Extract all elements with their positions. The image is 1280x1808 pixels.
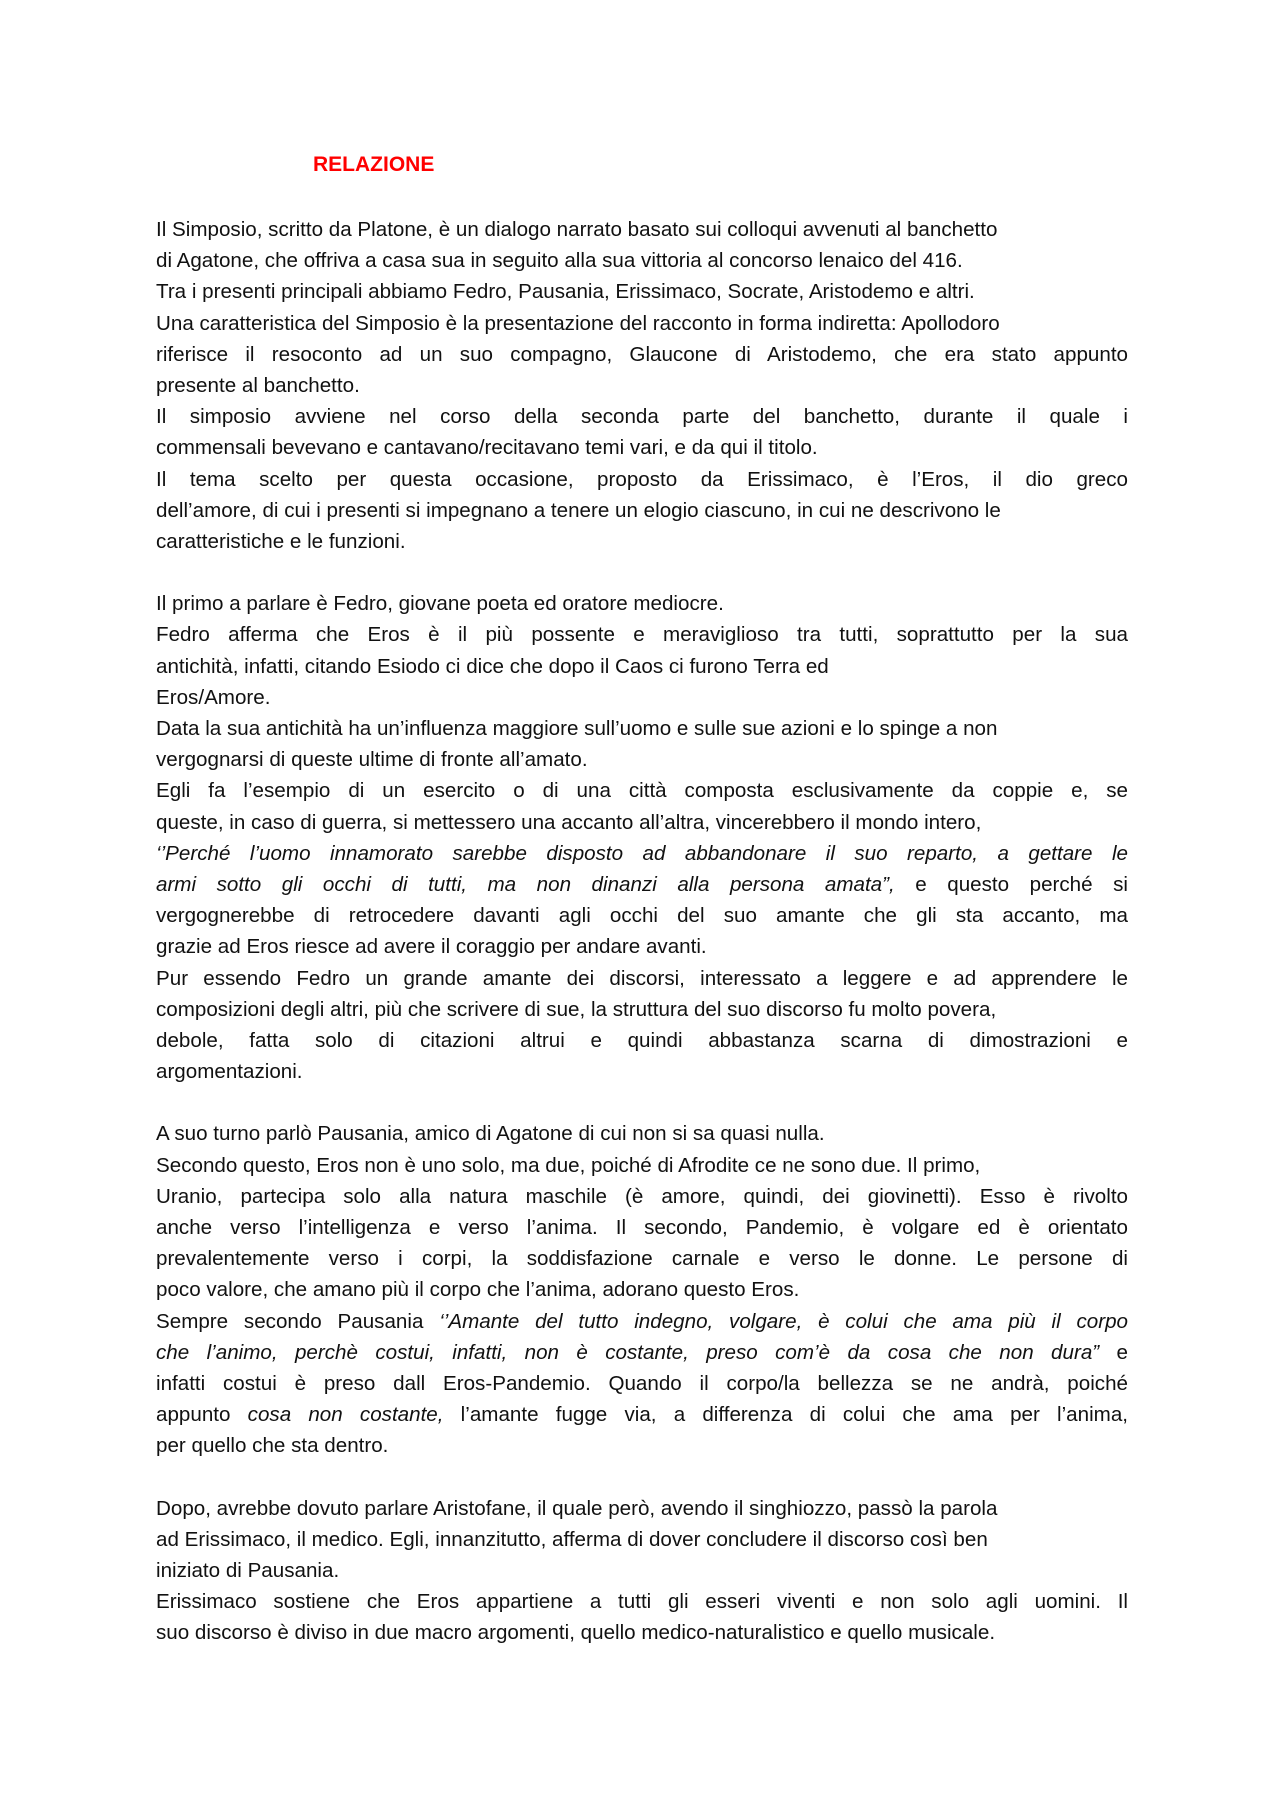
text-line: grazie ad Eros riesce ad avere il coraggio per andare avanti. bbox=[156, 935, 707, 959]
text-line: Fedro afferma che Eros è il più possente e meraviglioso tra tutti, soprattutto per la sua bbox=[156, 623, 1128, 647]
text-line: riferisce il resoconto ad un suo compagno, Glaucone di Aristodemo, che era stato appunto bbox=[156, 342, 1128, 366]
text-line: poco valore, che amano più il corpo che l’anima, adorano questo Eros. bbox=[156, 1278, 800, 1302]
paragraph-gap bbox=[156, 1087, 1128, 1118]
quote-line: ‘’Perché l’uomo innamorato sarebbe disposto ad abbandonare il suo reparto, a gettare le bbox=[156, 841, 1128, 865]
text-line: argomentazioni. bbox=[156, 1060, 303, 1084]
text-line: A suo turno parlò Pausania, amico di Agatone di cui non si sa quasi nulla. bbox=[156, 1122, 825, 1146]
page-title: RELAZIONE bbox=[313, 153, 435, 176]
text-line: antichità, infatti, citando Esiodo ci dice che dopo il Caos ci furono Terra ed bbox=[156, 654, 829, 678]
text-line: debole, fatta solo di citazioni altrui e quindi abbastanza scarna di dimostrazioni e bbox=[156, 1028, 1128, 1052]
quote-line bbox=[156, 1399, 1128, 1430]
text-span: Sempre secondo Pausania bbox=[156, 1309, 440, 1333]
text-line: presente al banchetto. bbox=[156, 373, 360, 397]
quote-text: cosa non costante, bbox=[247, 1403, 444, 1427]
text-line: dell’amore, di cui i presenti si impegnano a tenere un elogio ciascuno, in cui ne descrivono le bbox=[156, 498, 1001, 522]
quote-line bbox=[156, 1306, 1128, 1337]
text-line: per quello che sta dentro. bbox=[156, 1434, 389, 1458]
text-line: prevalentemente verso i corpi, la soddisfazione carnale e verso le donne. Le persone di bbox=[156, 1247, 1128, 1271]
text-line: Dopo, avrebbe dovuto parlare Aristofane, il quale però, avendo il singhiozzo, passò la parola bbox=[156, 1496, 998, 1520]
quote-line bbox=[156, 1337, 1128, 1368]
text-line: Il primo a parlare è Fedro, giovane poeta ed oratore mediocre. bbox=[156, 592, 724, 616]
text-line: caratteristiche e le funzioni. bbox=[156, 529, 406, 553]
paragraph-gap bbox=[156, 1462, 1128, 1493]
text-line: queste, in caso di guerra, si mettessero una accanto all’altra, vincerebbero il mondo intero, bbox=[156, 810, 982, 834]
text-line: composizioni degli altri, più che scrivere di sue, la struttura del suo discorso fu molto povera, bbox=[156, 997, 997, 1021]
quote-text: che l’animo, perchè costui, infatti, non è costante, preso com’è da cosa che non dura” bbox=[156, 1340, 1100, 1364]
text-line: Uranio, partecipa solo alla natura maschile (è amore, quindi, dei giovinetti). Esso è rivolto bbox=[156, 1184, 1128, 1208]
text-line: vergognarsi di queste ultime di fronte all’amato. bbox=[156, 748, 588, 772]
text-line: suo discorso è diviso in due macro argomenti, quello medico-naturalistico e quello musicale. bbox=[156, 1621, 996, 1645]
text-line: Pur essendo Fedro un grande amante dei discorsi, interessato a leggere e ad apprendere le bbox=[156, 966, 1128, 990]
text-line: Egli fa l’esempio di un esercito o di una città composta esclusivamente da coppie e, se bbox=[156, 779, 1128, 803]
text-span: e bbox=[1099, 1340, 1128, 1364]
text-line: iniziato di Pausania. bbox=[156, 1559, 340, 1583]
text-line: Secondo questo, Eros non è uno solo, ma due, poiché di Afrodite ce ne sono due. Il primo, bbox=[156, 1153, 981, 1177]
text-line: ad Erissimaco, il medico. Egli, innanzitutto, afferma di dover concludere il discorso così ben bbox=[156, 1527, 988, 1551]
text-line: infatti costui è preso dall Eros-Pandemio. Quando il corpo/la bellezza se ne andrà, poiché bbox=[156, 1371, 1128, 1395]
text-span: e questo perché si bbox=[894, 872, 1128, 896]
text-line: Il tema scelto per questa occasione, proposto da Erissimaco, è l’Eros, il dio greco bbox=[156, 467, 1128, 491]
quote-line bbox=[156, 869, 1128, 900]
text-line: Il Simposio, scritto da Platone, è un dialogo narrato basato sui colloqui avvenuti al banchetto bbox=[156, 218, 998, 241]
text-line: Erissimaco sostiene che Eros appartiene a tutti gli esseri viventi e non solo agli uomini. Il bbox=[156, 1590, 1128, 1614]
paragraph-gap bbox=[156, 557, 1128, 588]
text-line: commensali bevevano e cantavano/recitavano temi vari, e da qui il titolo. bbox=[156, 436, 818, 460]
text-line: Data la sua antichità ha un’influenza maggiore sull’uomo e sulle sue azioni e lo spinge a non bbox=[156, 717, 998, 740]
text-line: Una caratteristica del Simposio è la presentazione del racconto in forma indiretta: Apollodoro bbox=[156, 311, 1000, 335]
text-line: di Agatone, che offriva a casa sua in seguito alla sua vittoria al concorso lenaico del 416. bbox=[156, 249, 963, 273]
quote-text: armi sotto gli occhi di tutti, ma non dinanzi alla persona amata”, bbox=[156, 872, 895, 896]
text-line: vergognerebbe di retrocedere davanti agli occhi del suo amante che gli sta accanto, ma bbox=[156, 904, 1128, 928]
quote-text: ‘’Amante del tutto indegno, volgare, è colui che ama più il corpo bbox=[439, 1309, 1128, 1333]
document-body bbox=[156, 214, 1128, 1649]
text-line: Eros/Amore. bbox=[156, 685, 271, 709]
text-line: Tra i presenti principali abbiamo Fedro, Pausania, Erissimaco, Socrate, Aristodemo e altri. bbox=[156, 280, 975, 304]
text-line: anche verso l’intelligenza e verso l’anima. Il secondo, Pandemio, è volgare ed è orientato bbox=[156, 1216, 1128, 1239]
text-line: Il simposio avviene nel corso della seconda parte del banchetto, durante il quale i bbox=[156, 405, 1128, 429]
text-span: appunto bbox=[156, 1403, 248, 1427]
text-span: l’amante fugge via, a differenza di colui che ama per l’anima, bbox=[443, 1403, 1128, 1427]
